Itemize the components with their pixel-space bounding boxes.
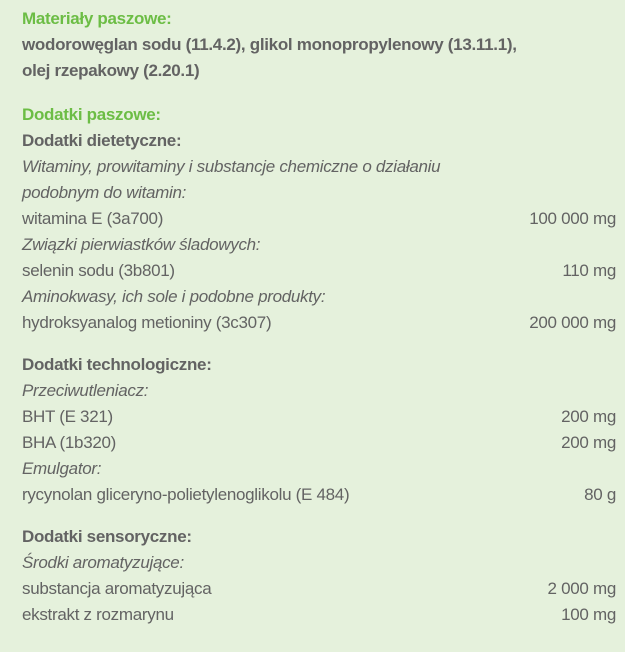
ingredient-row	[22, 576, 616, 602]
feed-materials-line: wodorowęglan sodu (11.4.2), glikol monopropylenowy (13.11.1),	[22, 35, 517, 54]
ingredient-row	[22, 310, 616, 336]
category-label: Środki aromatyzujące:	[22, 553, 184, 572]
category-label: Związki pierwiastków śladowych:	[22, 235, 261, 254]
ingredient-row	[22, 602, 616, 628]
category-label: Aminokwasy, ich sole i podobne produkty:	[22, 287, 326, 306]
ingredient-row	[22, 206, 616, 232]
spacer	[22, 336, 616, 352]
category-label: podobnym do witamin:	[22, 183, 187, 202]
category-label: Przeciwutleniacz:	[22, 381, 149, 400]
dietetic-additives-section	[22, 128, 616, 336]
ingredient-row	[22, 404, 616, 430]
sensory-additives-section	[22, 524, 616, 628]
ingredient-name: ekstrakt z rozmarynu	[22, 605, 174, 624]
ingredient-row	[22, 482, 616, 508]
spacer	[22, 508, 616, 524]
ingredient-row	[22, 258, 616, 284]
feed-materials-line: olej rzepakowy (2.20.1)	[22, 61, 200, 80]
technological-additives-heading: Dodatki technologiczne:	[22, 355, 212, 374]
ingredient-amount: 80 g	[584, 485, 616, 504]
feed-additives-section	[22, 102, 616, 628]
dietetic-additives-heading: Dodatki dietetyczne:	[22, 131, 182, 150]
category-label: Witaminy, prowitaminy i substancje chemiczne o działaniu	[22, 157, 441, 176]
ingredient-name: BHA (1b320)	[22, 433, 117, 452]
ingredient-amount: 100 000 mg	[529, 209, 616, 228]
ingredient-name: witamina E (3a700)	[22, 209, 164, 228]
feed-additives-heading: Dodatki paszowe:	[22, 105, 161, 124]
category-label: Emulgator:	[22, 459, 102, 478]
ingredient-name: BHT (E 321)	[22, 407, 113, 426]
ingredient-name: substancja aromatyzująca	[22, 579, 212, 598]
sensory-additives-heading: Dodatki sensoryczne:	[22, 527, 192, 546]
ingredient-row	[22, 430, 616, 456]
ingredient-amount: 200 mg	[561, 433, 616, 452]
feed-materials-heading: Materiały paszowe:	[22, 9, 172, 28]
feed-materials-section	[22, 6, 616, 84]
ingredient-amount: 110 mg	[562, 261, 616, 280]
ingredient-amount: 2 000 mg	[547, 579, 616, 598]
ingredient-amount: 200 mg	[561, 407, 616, 426]
ingredient-amount: 200 000 mg	[529, 313, 616, 332]
spacer	[22, 84, 616, 102]
ingredient-amount: 100 mg	[561, 605, 616, 624]
composition-document	[22, 6, 616, 628]
ingredient-name: rycynolan gliceryno-polietylenoglikolu (E 484)	[22, 485, 350, 504]
ingredient-name: selenin sodu (3b801)	[22, 261, 175, 280]
ingredient-name: hydroksyanalog metioniny (3c307)	[22, 313, 272, 332]
technological-additives-section	[22, 352, 616, 508]
